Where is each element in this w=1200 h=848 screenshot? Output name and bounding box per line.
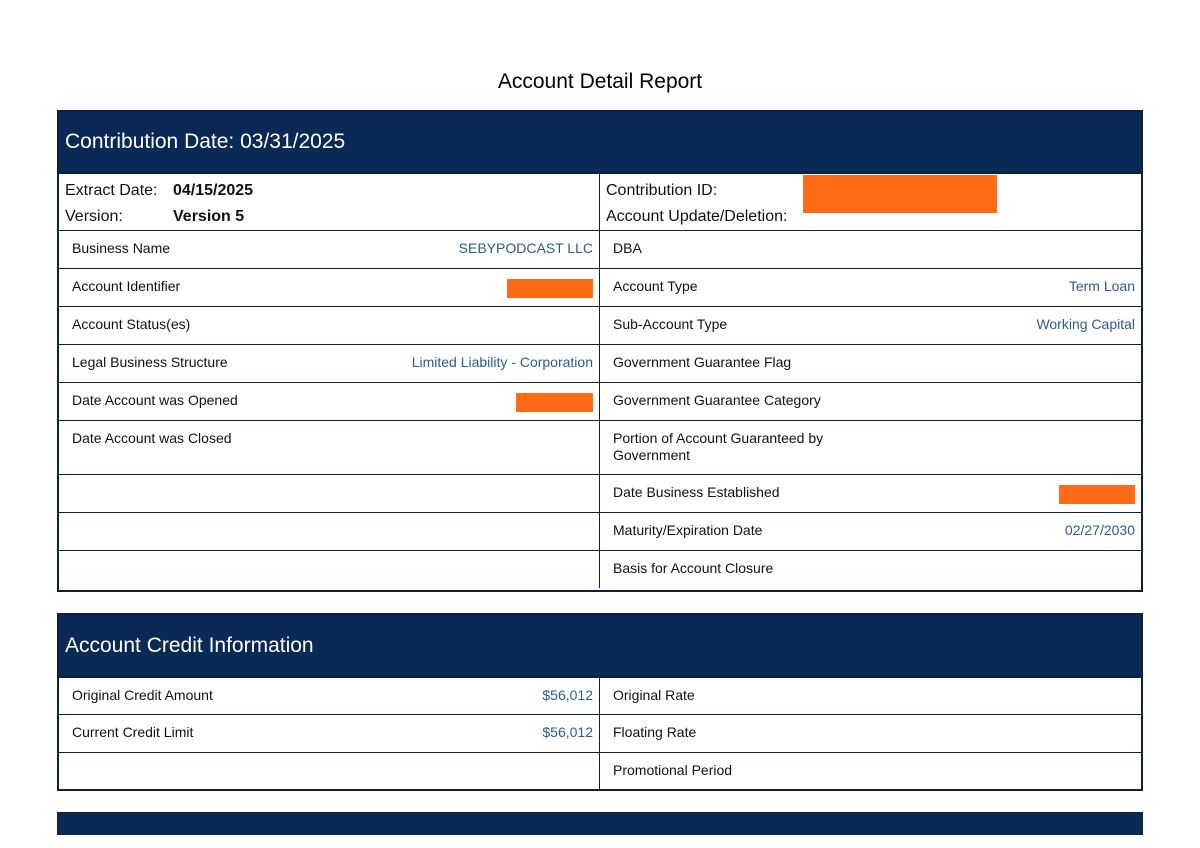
table-row: [59, 714, 1141, 752]
original-credit-amount-label: Original Credit Amount: [72, 687, 213, 703]
table-row: [59, 676, 1141, 714]
gov-guarantee-category-label: Government Guarantee Category: [613, 392, 821, 408]
basis-for-closure-label: Basis for Account Closure: [613, 560, 774, 576]
floating-rate-label: Floating Rate: [613, 724, 697, 740]
table-row: [59, 230, 1141, 268]
legal-structure-value: Limited Liability - Corporation: [411, 354, 593, 370]
credit-info-grid: [59, 676, 1141, 789]
legal-structure-label: Legal Business Structure: [72, 354, 228, 370]
account-identifier-label: Account Identifier: [72, 278, 181, 294]
account-type-value: Term Loan: [1068, 278, 1135, 294]
portion-guaranteed-label: Portion of Account Guaranteed by Government: [613, 430, 824, 463]
extract-info: [59, 174, 600, 230]
date-business-established-label: Date Business Established: [613, 484, 780, 500]
table-row: [59, 268, 1141, 306]
contribution-id-label: Contribution ID:: [606, 182, 718, 199]
extract-date-value: 04/15/2025: [173, 182, 254, 199]
contribution-id-redaction: [803, 175, 997, 213]
account-update-label: Account Update/Deletion:: [606, 208, 788, 225]
contribution-section: [57, 110, 1143, 592]
account-detail-grid: [59, 230, 1141, 588]
contribution-date-header: Contribution Date: 03/31/2025: [59, 112, 1141, 172]
date-opened-redaction: [516, 393, 593, 412]
table-row: [59, 474, 1141, 512]
table-row: [59, 550, 1141, 588]
business-name-value: SEBYPODCAST LLC: [458, 240, 593, 256]
account-identifier-redaction: [507, 279, 593, 298]
account-status-label: Account Status(es): [72, 316, 191, 332]
next-section-header: [57, 812, 1143, 835]
page-title: Account Detail Report: [497, 70, 703, 93]
table-row: [59, 512, 1141, 550]
sub-account-type-label: Sub-Account Type: [613, 316, 728, 332]
dba-label: DBA: [613, 240, 642, 256]
date-opened-label: Date Account was Opened: [72, 392, 238, 408]
date-business-established-redaction: [1059, 485, 1135, 504]
extract-date-label: Extract Date:: [65, 182, 158, 199]
maturity-date-value: 02/27/2030: [1064, 522, 1135, 538]
table-row: [59, 382, 1141, 420]
gov-guarantee-flag-label: Government Guarantee Flag: [613, 354, 792, 370]
current-credit-limit-value: $56,012: [542, 724, 593, 740]
maturity-date-label: Maturity/Expiration Date: [613, 522, 763, 538]
table-row: [59, 306, 1141, 344]
table-row: [59, 344, 1141, 382]
table-row: [59, 752, 1141, 789]
table-row: [59, 420, 1141, 474]
date-closed-label: Date Account was Closed: [72, 430, 232, 446]
credit-info-section: [57, 613, 1143, 791]
version-label: Version:: [65, 208, 123, 225]
promotional-period-label: Promotional Period: [613, 762, 733, 778]
credit-info-header: Account Credit Information: [59, 615, 1141, 676]
current-credit-limit-label: Current Credit Limit: [72, 724, 194, 740]
original-credit-amount-value: $56,012: [542, 687, 593, 703]
original-rate-label: Original Rate: [613, 687, 695, 703]
meta-row: [59, 172, 1141, 230]
account-type-label: Account Type: [613, 278, 698, 294]
version-value: Version 5: [173, 208, 245, 225]
sub-account-type-value: Working Capital: [1036, 316, 1135, 332]
contribution-info: [600, 174, 1141, 230]
business-name-label: Business Name: [72, 240, 171, 256]
